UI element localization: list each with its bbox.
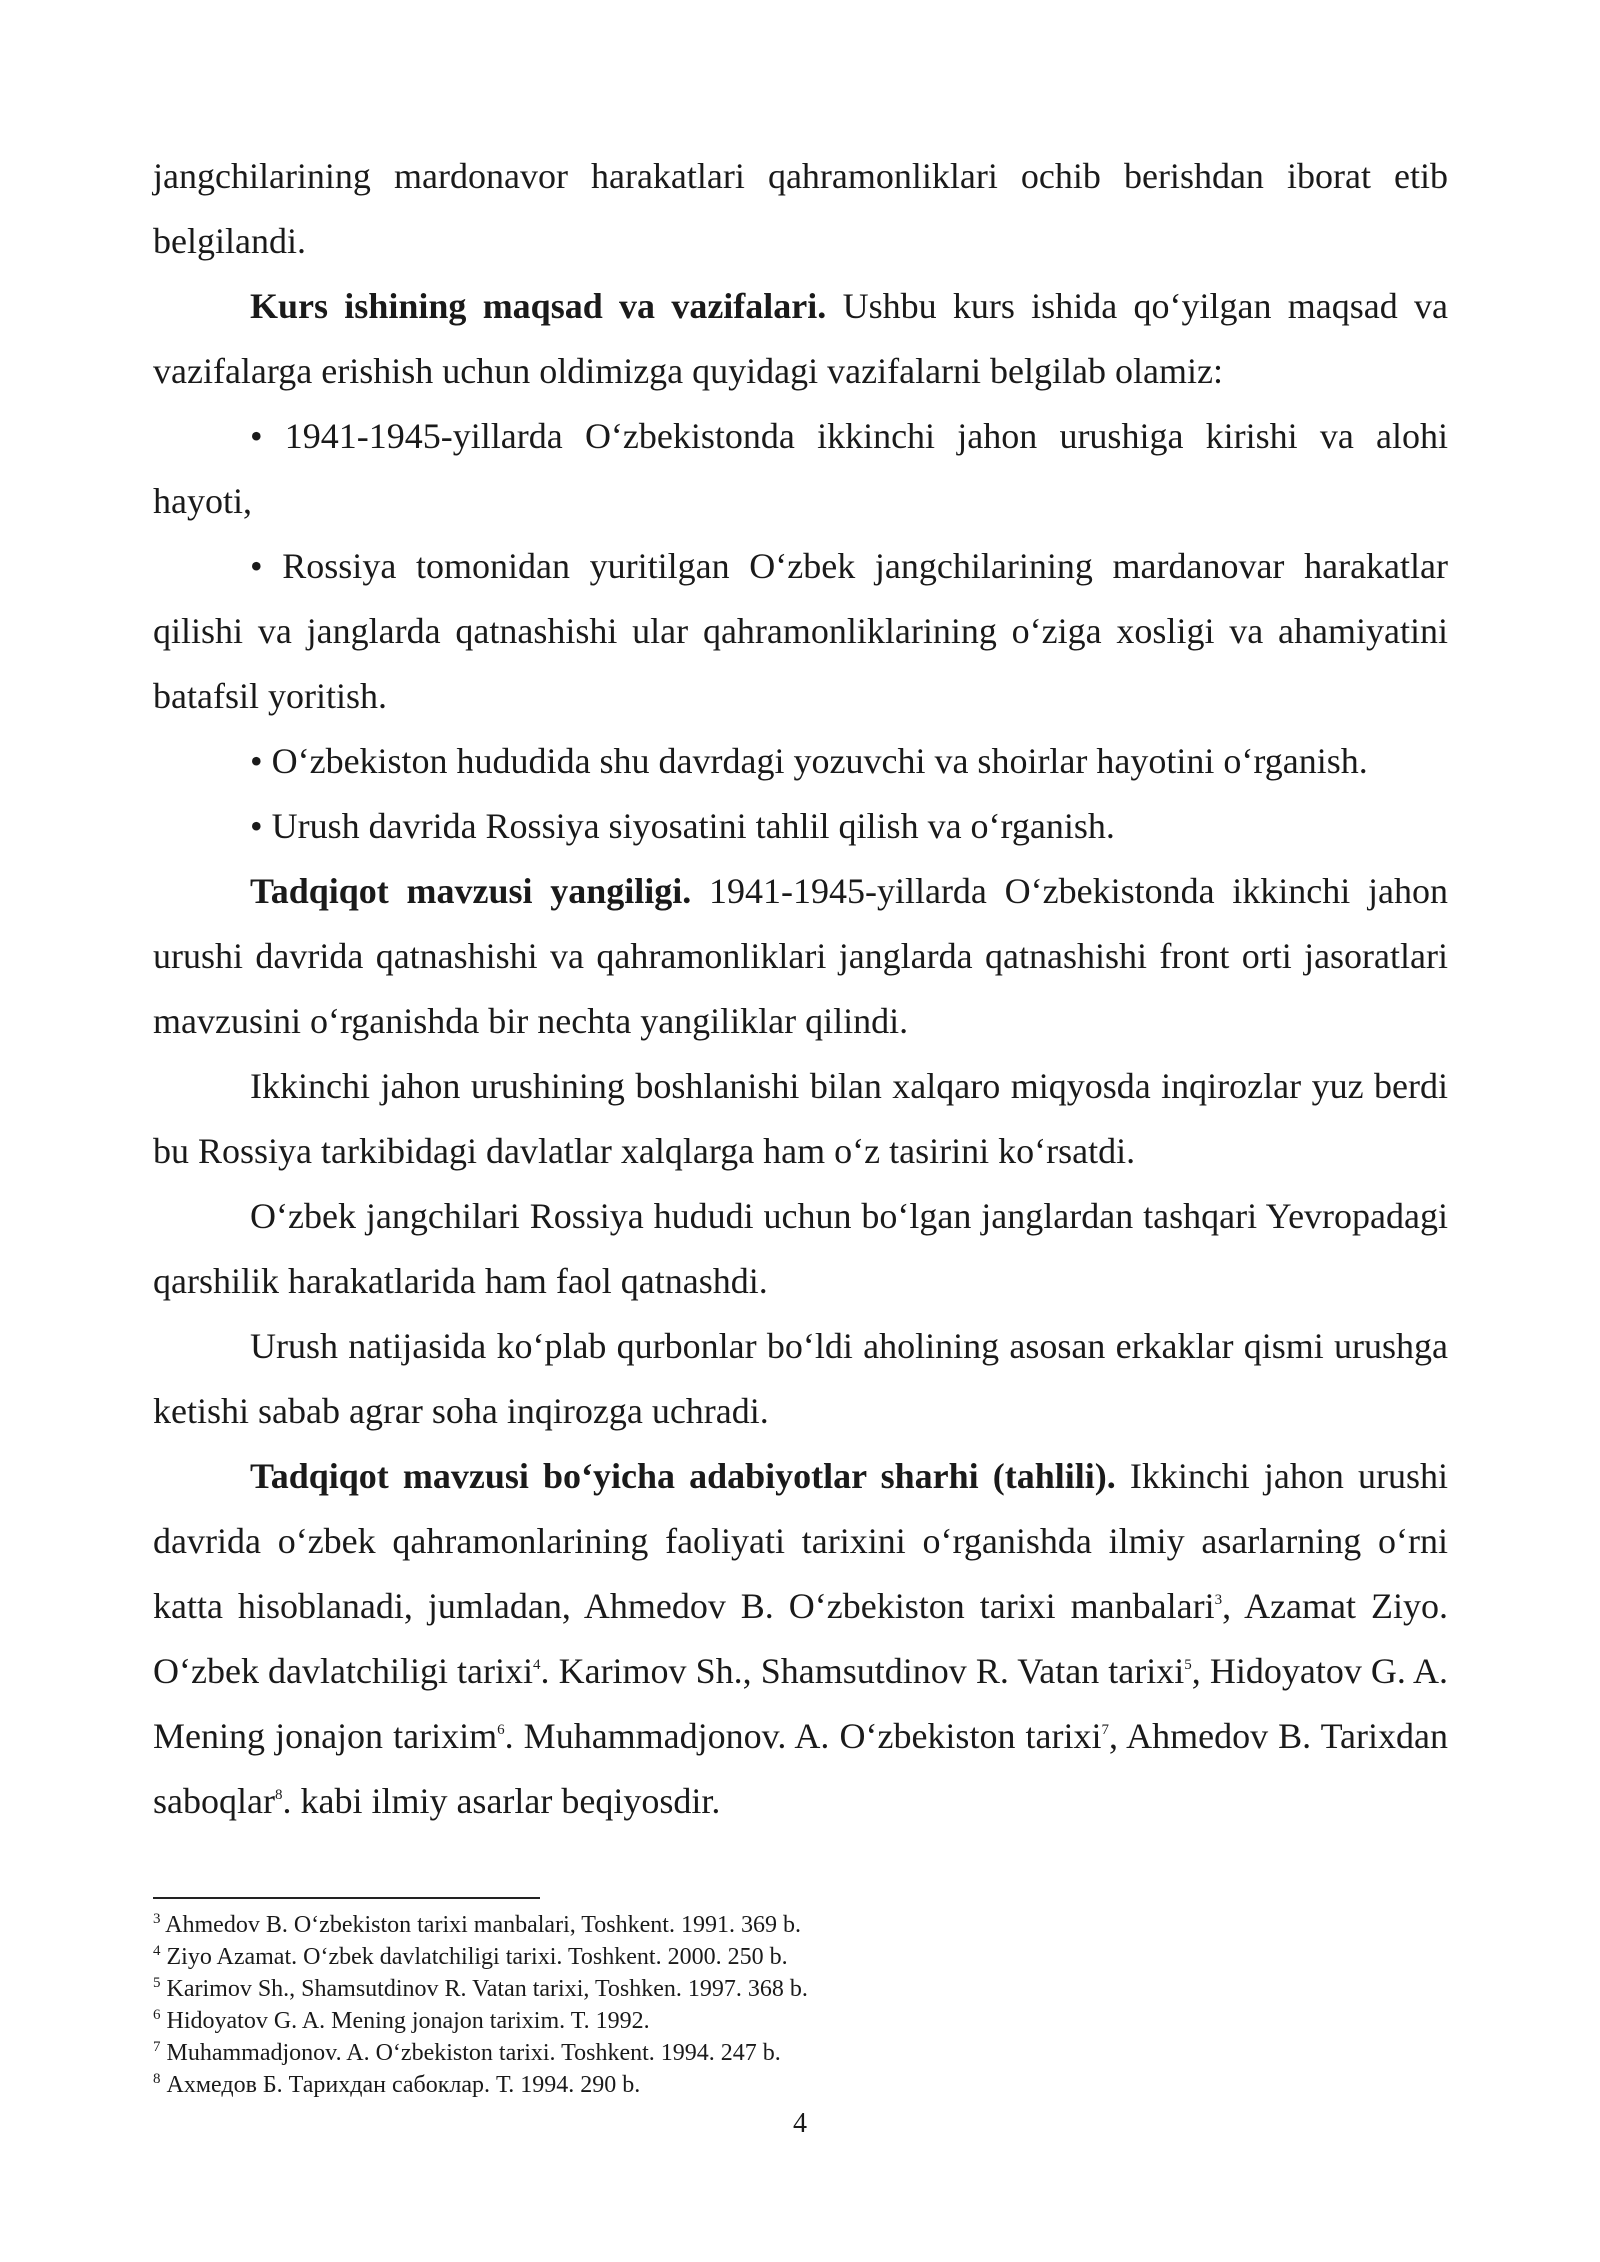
footnote-number: 5	[153, 1975, 161, 1991]
footnote-separator	[153, 1897, 540, 1899]
footnote-number: 8	[153, 2071, 161, 2087]
footnote-ref[interactable]: 4	[533, 1657, 541, 1673]
footnote	[153, 1941, 1353, 1973]
paragraph-intro-continuation: jangchilarining mardonavor harakatlari qahramonliklari ochib berishdan iborat etib belgilandi.	[153, 156, 1448, 261]
paragraph-novelty-text: 1941-1945-yillarda O‘zbekistonda ikkinchi jahon urushi davrida qatnashishi va qahramonliklari janglarda qatnashishi front orti jasoratlari mavzusini o‘rganishda bir nechta yangiliklar qilindi.	[153, 871, 1448, 1041]
paragraph-soldiers: O‘zbek jangchilari Rossiya hududi uchun bo‘lgan janglardan tashqari Yevropadagi qarshilik harakatlarida ham faol qatnashdi.	[153, 1196, 1448, 1301]
footnote-text: Muhammadjonov. A. O‘zbekiston tarixi. Toshkent. 1994. 247 b.	[160, 2040, 781, 2066]
footnote-text: Ахмедов Б. Тарихдан сабоклар. Т. 1994. 290 b.	[160, 2072, 641, 2098]
paragraph-literature-review	[153, 1444, 1448, 1834]
bullet-item: • O‘zbekiston hududida shu davrdagi yozuvchi va shoirlar hayotini o‘rganish.	[250, 741, 1368, 781]
literature-text: , Ahmedov B. Tarixdan saboqlar	[153, 1716, 1449, 1821]
paragraph-consequences: Urush natijasida ko‘plab qurbonlar bo‘ldi aholining asosan erkaklar qismi urushga ketishi sabab agrar soha inqirozga uchradi.	[153, 1326, 1448, 1431]
footnote-text: Ziyo Azamat. O‘zbek davlatchiligi tarixi. Toshkent. 2000. 250 b.	[160, 1944, 788, 1970]
footnote	[153, 2037, 1353, 2069]
footnote-ref[interactable]: 8	[274, 1787, 283, 1803]
paragraph-novelty	[153, 859, 1448, 1054]
literature-text: . Muhammadjonov. A. O‘zbekiston tarixi	[504, 1716, 1102, 1756]
paragraph-war-start: Ikkinchi jahon urushining boshlanishi bilan xalqaro miqyosda inqirozlar yuz berdi bu Rossiya tarkibidagi davlatlar xalqlarga ham o‘z tasirini ko‘rsatdi.	[153, 1066, 1448, 1171]
literature-text: . Karimov Sh., Shamsutdinov R. Vatan tarixi	[540, 1651, 1185, 1691]
heading-goals: Kurs ishining maqsad va vazifalari.	[250, 286, 827, 326]
footnotes	[153, 1909, 1353, 2101]
bullet-item: • Urush davrida Rossiya siyosatini tahlil qilish va o‘rganish.	[250, 806, 1115, 846]
footnote-text: Karimov Sh., Shamsutdinov R. Vatan tarixi, Toshken. 1997. 368 b.	[160, 1976, 808, 2002]
footnote	[153, 2005, 1353, 2037]
footnote-number: 6	[153, 2007, 161, 2023]
page-number: 4	[793, 2108, 807, 2139]
footnote-text: Hidoyatov G. A. Mening jonajon tarixim. T. 1992.	[160, 2008, 650, 2034]
bullet-item: • 1941-1945-yillarda O‘zbekistonda ikkinchi jahon urushiga kirishi va alohi hayoti,	[153, 416, 1448, 521]
footnote-ref[interactable]: 7	[1101, 1722, 1109, 1738]
footnote	[153, 2069, 1353, 2101]
body-text	[153, 144, 1448, 1834]
bullet-item: • Rossiya tomonidan yuritilgan O‘zbek jangchilarining mardanovar harakatlar qilishi va janglarda qatnashishi ular qahramonliklarining o‘ziga xosligi va ahamiyatini batafsil yoritish.	[153, 546, 1448, 716]
literature-text: Ikkinchi jahon urushi davrida o‘zbek qahramonlarining faoliyati tarixini o‘rganishda ilmiy asarlarning o‘rni katta hisoblanadi, jumladan, Ahmedov B. O‘zbekiston tarixi manbalari	[153, 1456, 1448, 1626]
footnote-number: 4	[153, 1943, 161, 1959]
footnote-ref[interactable]: 5	[1184, 1657, 1192, 1673]
literature-text: , Azamat Ziyo. O‘zbek davlatchiligi tarixi	[153, 1586, 1448, 1691]
paragraph-goals-text: Ushbu kurs ishida qo‘yilgan maqsad va vazifalarga erishish uchun oldimizga quyidagi vazifalarni belgilab olamiz:	[153, 286, 1448, 391]
heading-novelty: Tadqiqot mavzusi yangiligi.	[250, 871, 692, 911]
footnote-ref[interactable]: 3	[1214, 1592, 1223, 1608]
heading-literature-review: Tadqiqot mavzusi bo‘yicha adabiyotlar sharhi (tahlili).	[250, 1456, 1116, 1496]
paragraph-goals	[153, 274, 1448, 404]
footnote-number: 7	[153, 2039, 161, 2055]
footnote-text: Ahmedov B. O‘zbekiston tarixi manbalari, Toshkent. 1991. 369 b.	[160, 1912, 801, 1938]
footnote	[153, 1909, 1353, 1941]
footnote-number: 3	[153, 1911, 161, 1927]
literature-text: . kabi ilmiy asarlar beqiyosdir.	[282, 1781, 721, 1821]
footnote	[153, 1973, 1353, 2005]
footnote-ref[interactable]: 6	[497, 1722, 505, 1738]
literature-text: , Hidoyatov G. A. Mening jonajon tarixim	[153, 1651, 1448, 1756]
